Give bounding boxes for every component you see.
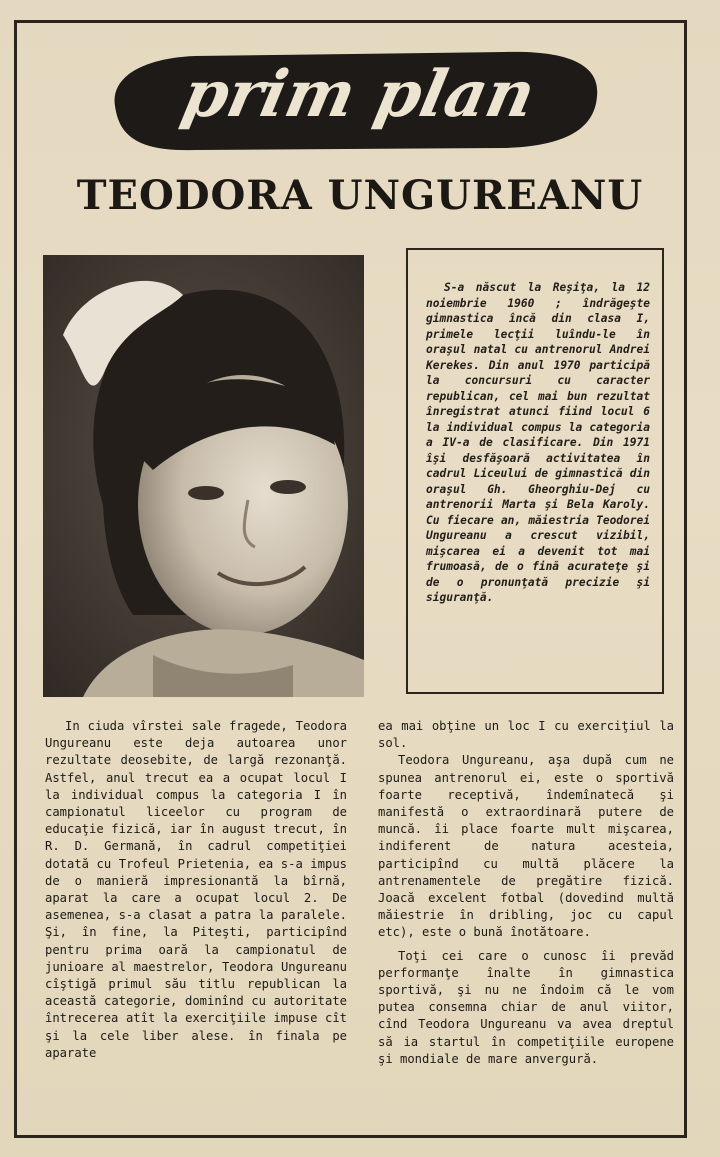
bio-box (406, 248, 664, 694)
article-paragraph: Toţi cei care o cunosc îi prevăd performanţe înalte în gimnastica sportivă, şi nu ne îndoim că le vom putea consemna chiar de anul viitor, cînd Teodora Ungureanu va avea dreptul să ia startul în competiţiile europene şi mondiale de mare anvergură. (378, 948, 674, 1066)
page-title: TEODORA UNGUREANU (76, 172, 644, 219)
right-eye (270, 480, 306, 494)
article-column-left (45, 718, 347, 1062)
article-paragraph: ea mai obţine un loc I cu exerciţiul la sol. (378, 719, 674, 751)
article-paragraph: Teodora Ungureanu, aşa după cum ne spunea antrenorul ei, este o sportivă foarte receptivă, îndemînatecă şi manifestă o extraordinară putere de muncă. îi place foarte mult mişcarea, indiferent de natura acesteia, participînd cu multă plăcere la antrenamentele de pregătire fizică. Joacă excelent fotbal (dovedind multă măiestrie în dribling, joc cu capul etc), este o bună înotătoare. (378, 753, 674, 940)
banner-title: prim plan (175, 56, 542, 132)
section-banner (105, 46, 602, 154)
left-eye (188, 486, 224, 500)
portrait-photo (43, 255, 364, 697)
bio-text: S-a născut la Reşiţa, la 12 noiembrie 1960 ; îndrăgeşte gimnastica încă din clasa I, primele lecţii luîndu-le în oraşul natal cu antrenorul Andrei Kerekes. Din anul 1970 participă la concursuri cu caracter republican, cel mai bun rezultat înregistrat atunci fiind locul 6 la individual compus la categoria a IV-a de clasificare. Din 1971 îşi desfăşoară activitatea în cadrul Liceului de gimnastică din oraşul Gh. Gheorghiu-Dej cu antrenorii Marta şi Bela Karoly. Cu fiecare an, măiestria Teodorei Ungureanu a crescut vizibil, mişcarea ei a devenit tot mai frumoasă, de o fină acurateţe şi de o pronunţată precizie şi siguranţă. (426, 281, 650, 604)
article-paragraph: In ciuda vîrstei sale fragede, Teodora Ungureanu este deja autoarea unor rezultate deosebite, de largă rezonanţă. Astfel, anul trecut ea a ocupat locul I la individual compus la categoria I în campionatul liceelor cu program de educaţie fizică, iar în august trecut, în R. D. Germană, în cadrul competiţiei dotată cu Trofeul Prietenia, ea s-a impus de o manieră impresionantă la bîrnă, aparat la care a ocupat locul 2. De asemenea, s-a clasat a patra la paralele. Şi, în fine, la Piteşti, participînd pentru prima oară la campionatul de junioare al maestrelor, Teodora Ungureanu cîştigă primul său titlu republican la această categorie, dominînd cu autoritate întrecerea atît la exerciţiile impuse cît şi la cele liber alese. în finala pe aparate (45, 719, 347, 1060)
article-column-right (378, 718, 674, 1068)
